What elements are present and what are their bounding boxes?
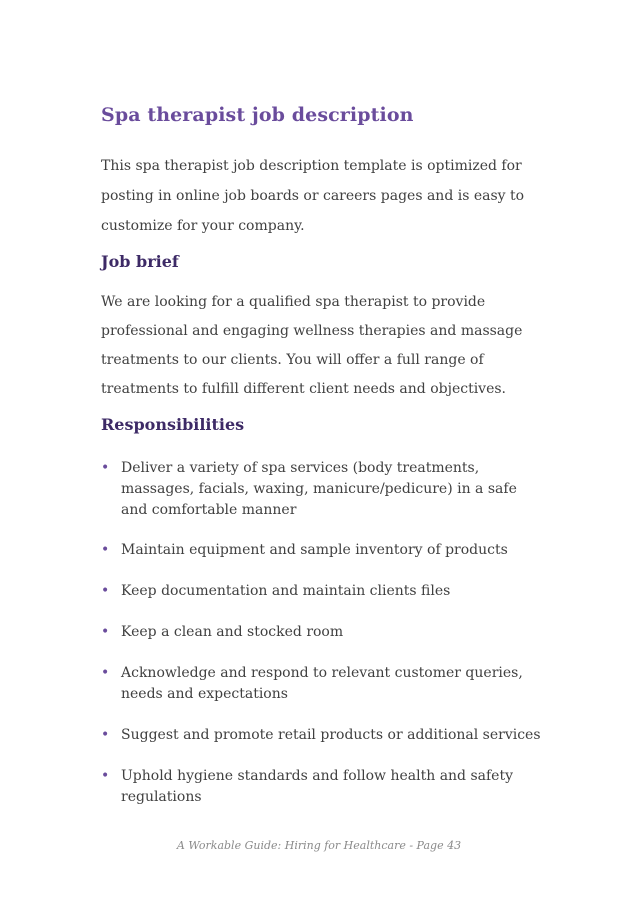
list-item-text: Deliver a variety of spa services (body treatments, massages, facials, waxing, manicure/pedicure) in a safe and comfortable manner <box>121 460 517 518</box>
list-item <box>101 581 541 602</box>
job-brief-heading: Job brief <box>101 252 179 271</box>
list-item <box>101 725 551 746</box>
bullet-icon: • <box>101 583 110 599</box>
page-title: Spa therapist job description <box>101 104 414 126</box>
bullet-icon: • <box>101 624 110 640</box>
list-item <box>101 663 541 705</box>
bullet-icon: • <box>101 727 110 743</box>
intro-paragraph: This spa therapist job description template is optimized for posting in online job boards or careers pages and is easy to customize for your company. <box>101 158 525 234</box>
job-brief-paragraph: We are looking for a qualified spa therapist to provide professional and engaging wellness therapies and massage treatments to our clients. You will offer a full range of treatments to fulfill different client needs and objectives. <box>101 294 523 397</box>
list-item <box>101 766 541 808</box>
bullet-icon: • <box>101 768 110 784</box>
bullet-icon: • <box>101 542 110 558</box>
list-item-text: Acknowledge and respond to relevant customer queries, needs and expectations <box>121 665 523 702</box>
list-item <box>101 458 541 521</box>
responsibilities-heading: Responsibilities <box>101 415 245 434</box>
page-footer: A Workable Guide: Hiring for Healthcare - Page 43 <box>176 839 462 852</box>
list-item-text: Keep documentation and maintain clients files <box>121 583 451 599</box>
list-item-text: Keep a clean and stocked room <box>121 624 344 640</box>
bullet-icon: • <box>101 665 110 681</box>
list-item <box>101 540 541 561</box>
bullet-icon: • <box>101 460 110 476</box>
list-item-text: Suggest and promote retail products or additional services <box>121 727 541 743</box>
list-item-text: Uphold hygiene standards and follow health and safety regulations <box>121 768 513 805</box>
list-item-text: Maintain equipment and sample inventory of products <box>121 542 508 558</box>
list-item <box>101 622 541 643</box>
